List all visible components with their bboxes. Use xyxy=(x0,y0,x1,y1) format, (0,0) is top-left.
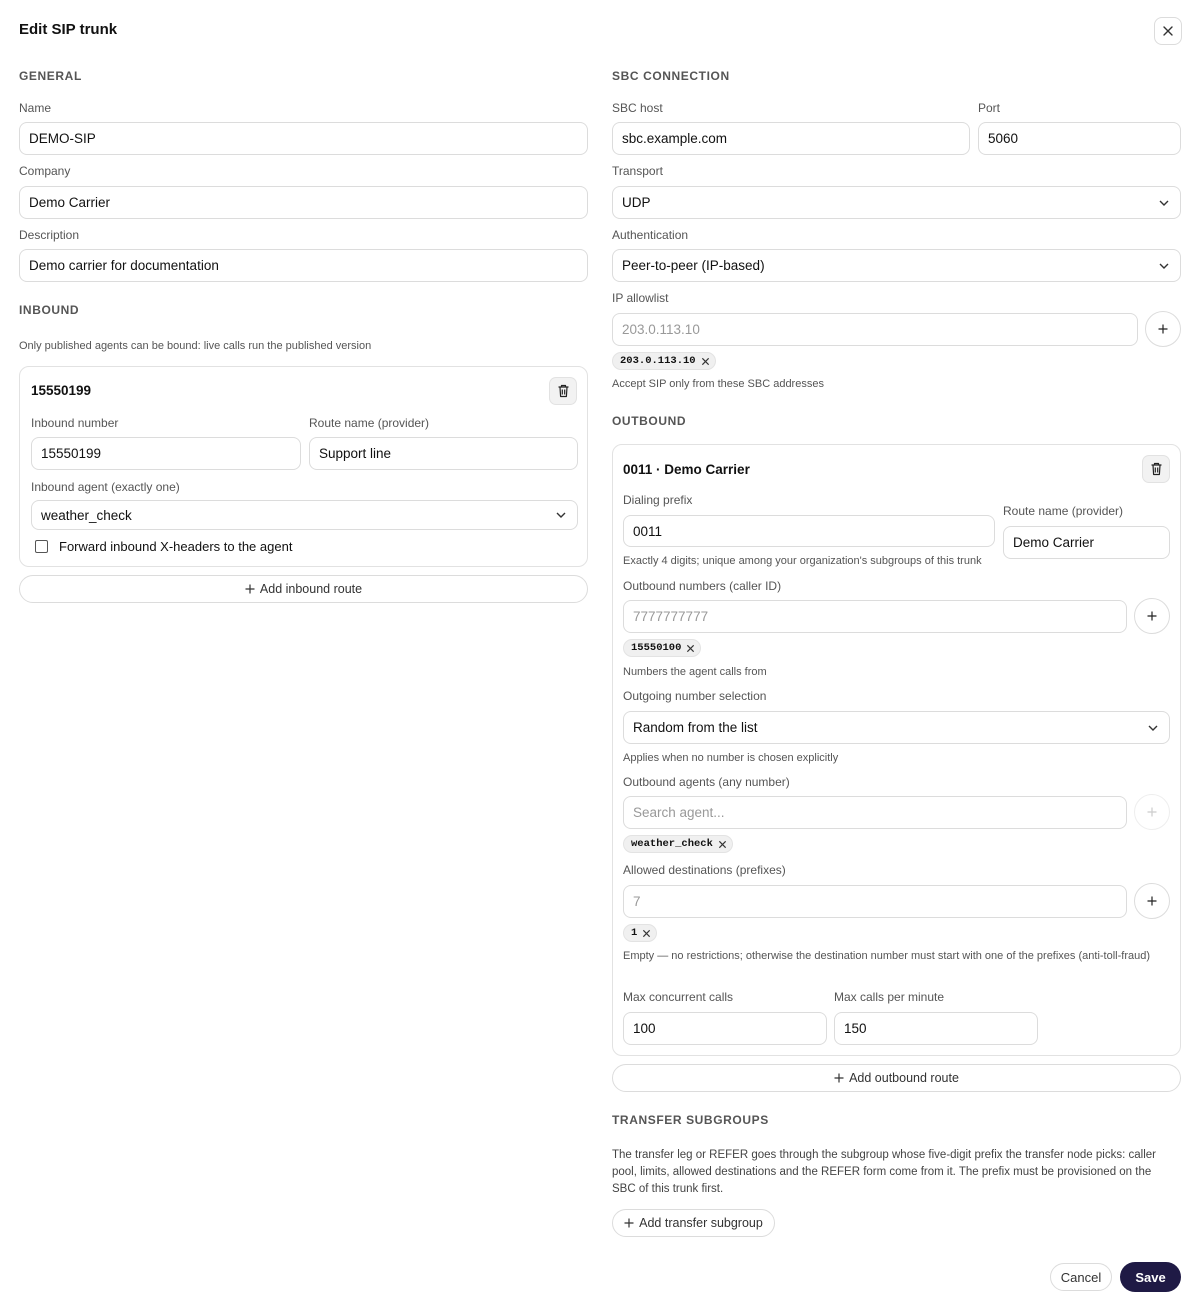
dialing-prefix-hint: Exactly 4 digits; unique among your organization's subgroups of this trunk xyxy=(623,555,982,567)
add-ip-button[interactable] xyxy=(1145,311,1181,347)
outbound-numbers-label: Outbound numbers (caller ID) xyxy=(623,579,782,593)
close-icon[interactable] xyxy=(686,644,695,653)
inbound-agent-label: Inbound agent (exactly one) xyxy=(31,480,180,494)
max-per-minute-input[interactable]: 150 xyxy=(834,1012,1038,1045)
add-outbound-number-button[interactable] xyxy=(1134,598,1170,634)
description-label: Description xyxy=(19,228,80,242)
close-icon[interactable] xyxy=(701,357,710,366)
inbound-route-card xyxy=(19,366,588,567)
close-button[interactable] xyxy=(1154,17,1182,45)
sbc-host-label: SBC host xyxy=(612,101,663,115)
inbound-hint: Only published agents can be bound: live calls run the published version xyxy=(19,340,372,352)
add-outbound-route-button[interactable]: Add outbound route xyxy=(612,1064,1181,1092)
plus-icon xyxy=(245,584,255,594)
authentication-select[interactable]: Peer-to-peer (IP-based) xyxy=(612,249,1181,282)
close-icon xyxy=(1162,25,1174,37)
transport-select[interactable]: UDP xyxy=(612,186,1181,219)
inbound-number-input[interactable]: 15550199 xyxy=(31,437,301,470)
dialog-title: Edit SIP trunk xyxy=(19,21,118,38)
outbound-agents-label: Outbound agents (any number) xyxy=(623,775,790,789)
company-input[interactable]: Demo Carrier xyxy=(19,186,588,219)
delete-outbound-route-button[interactable] xyxy=(1142,455,1170,483)
transfer-description: The transfer leg or REFER goes through the subgroup whose five-digit prefix the transfer node picks: caller pool, limits, allowed destinations and the REFER form come from it. The prefix must be provisioned on the SBC of this trunk first. xyxy=(612,1149,1156,1195)
chevron-down-icon xyxy=(554,508,568,522)
max-per-minute-label: Max calls per minute xyxy=(834,990,945,1004)
plus-icon xyxy=(834,1073,844,1083)
outbound-number-chip: 15550100 xyxy=(623,639,701,657)
sbc-host-input[interactable]: sbc.example.com xyxy=(612,122,970,155)
transfer-section-title: TRANSFER SUBGROUPS xyxy=(612,1113,769,1127)
authentication-label: Authentication xyxy=(612,228,689,242)
outbound-numbers-hint: Numbers the agent calls from xyxy=(623,666,767,678)
close-icon[interactable] xyxy=(642,929,651,938)
agent-chip: weather_check xyxy=(623,835,733,853)
chevron-down-icon xyxy=(1157,259,1171,273)
sbc-section-title: SBC CONNECTION xyxy=(612,69,730,83)
add-agent-button[interactable] xyxy=(1134,794,1170,830)
add-inbound-route-button[interactable]: Add inbound route xyxy=(19,575,588,603)
inbound-route-name-label: Route name (provider) xyxy=(309,416,430,430)
inbound-route-name-input[interactable]: Support line xyxy=(309,437,578,470)
name-label: Name xyxy=(19,101,52,115)
save-button[interactable]: Save xyxy=(1120,1262,1181,1292)
transport-label: Transport xyxy=(612,164,663,178)
destination-chip: 1 xyxy=(623,924,657,942)
ip-allowlist-hint: Accept SIP only from these SBC addresses xyxy=(612,378,824,390)
port-label: Port xyxy=(978,101,1001,115)
number-selection-label: Outgoing number selection xyxy=(623,689,767,703)
allowed-destinations-input[interactable]: 7 xyxy=(623,885,1127,918)
chevron-down-icon xyxy=(1146,721,1160,735)
agent-search-input[interactable]: Search agent... xyxy=(623,796,1127,829)
outbound-route-name-input[interactable]: Demo Carrier xyxy=(1003,526,1170,559)
dialing-prefix-label: Dialing prefix xyxy=(623,493,693,507)
trash-icon xyxy=(1150,462,1163,476)
max-concurrent-input[interactable]: 100 xyxy=(623,1012,827,1045)
inbound-agent-select[interactable]: weather_check xyxy=(31,500,578,530)
outbound-route-title: 0011 · Demo Carrier xyxy=(623,462,750,477)
number-selection-select[interactable]: Random from the list xyxy=(623,711,1170,744)
company-label: Company xyxy=(19,164,71,178)
forward-x-headers-label: Forward inbound X-headers to the agent xyxy=(59,539,293,554)
outbound-route-card xyxy=(612,444,1181,1056)
plus-icon xyxy=(624,1218,634,1228)
outbound-route-name-label: Route name (provider) xyxy=(1003,504,1124,518)
dialing-prefix-input[interactable]: 0011 xyxy=(623,515,995,547)
trash-icon xyxy=(557,384,570,398)
allowed-destinations-label: Allowed destinations (prefixes) xyxy=(623,863,786,877)
add-transfer-subgroup-button[interactable]: Add transfer subgroup xyxy=(612,1209,775,1237)
outbound-section-title: OUTBOUND xyxy=(612,414,687,428)
ip-chip: 203.0.113.10 xyxy=(612,352,716,370)
inbound-route-title: 15550199 xyxy=(31,383,92,398)
plus-icon xyxy=(1147,807,1157,817)
inbound-number-label: Inbound number xyxy=(31,416,119,430)
max-concurrent-label: Max concurrent calls xyxy=(623,990,734,1004)
forward-x-headers-checkbox[interactable] xyxy=(35,540,48,553)
general-section-title: GENERAL xyxy=(19,69,82,83)
description-input[interactable]: Demo carrier for documentation xyxy=(19,249,588,282)
outbound-numbers-input[interactable]: 7777777777 xyxy=(623,600,1127,633)
chevron-down-icon xyxy=(1157,196,1171,210)
plus-icon xyxy=(1158,324,1168,334)
number-selection-hint: Applies when no number is chosen explicitly xyxy=(623,752,839,764)
plus-icon xyxy=(1147,896,1157,906)
port-input[interactable]: 5060 xyxy=(978,122,1181,155)
delete-inbound-route-button[interactable] xyxy=(549,377,577,405)
add-destination-button[interactable] xyxy=(1134,883,1170,919)
inbound-section-title: INBOUND xyxy=(19,303,80,317)
plus-icon xyxy=(1147,611,1157,621)
allowed-destinations-hint: Empty — no restrictions; otherwise the destination number must start with one of the prefixes (anti-toll-fraud) xyxy=(623,950,1151,962)
cancel-button[interactable]: Cancel xyxy=(1050,1263,1112,1291)
ip-allowlist-input[interactable]: 203.0.113.10 xyxy=(612,313,1138,346)
ip-allowlist-label: IP allowlist xyxy=(612,291,669,305)
name-input[interactable]: DEMO-SIP xyxy=(19,122,588,155)
close-icon[interactable] xyxy=(718,840,727,849)
